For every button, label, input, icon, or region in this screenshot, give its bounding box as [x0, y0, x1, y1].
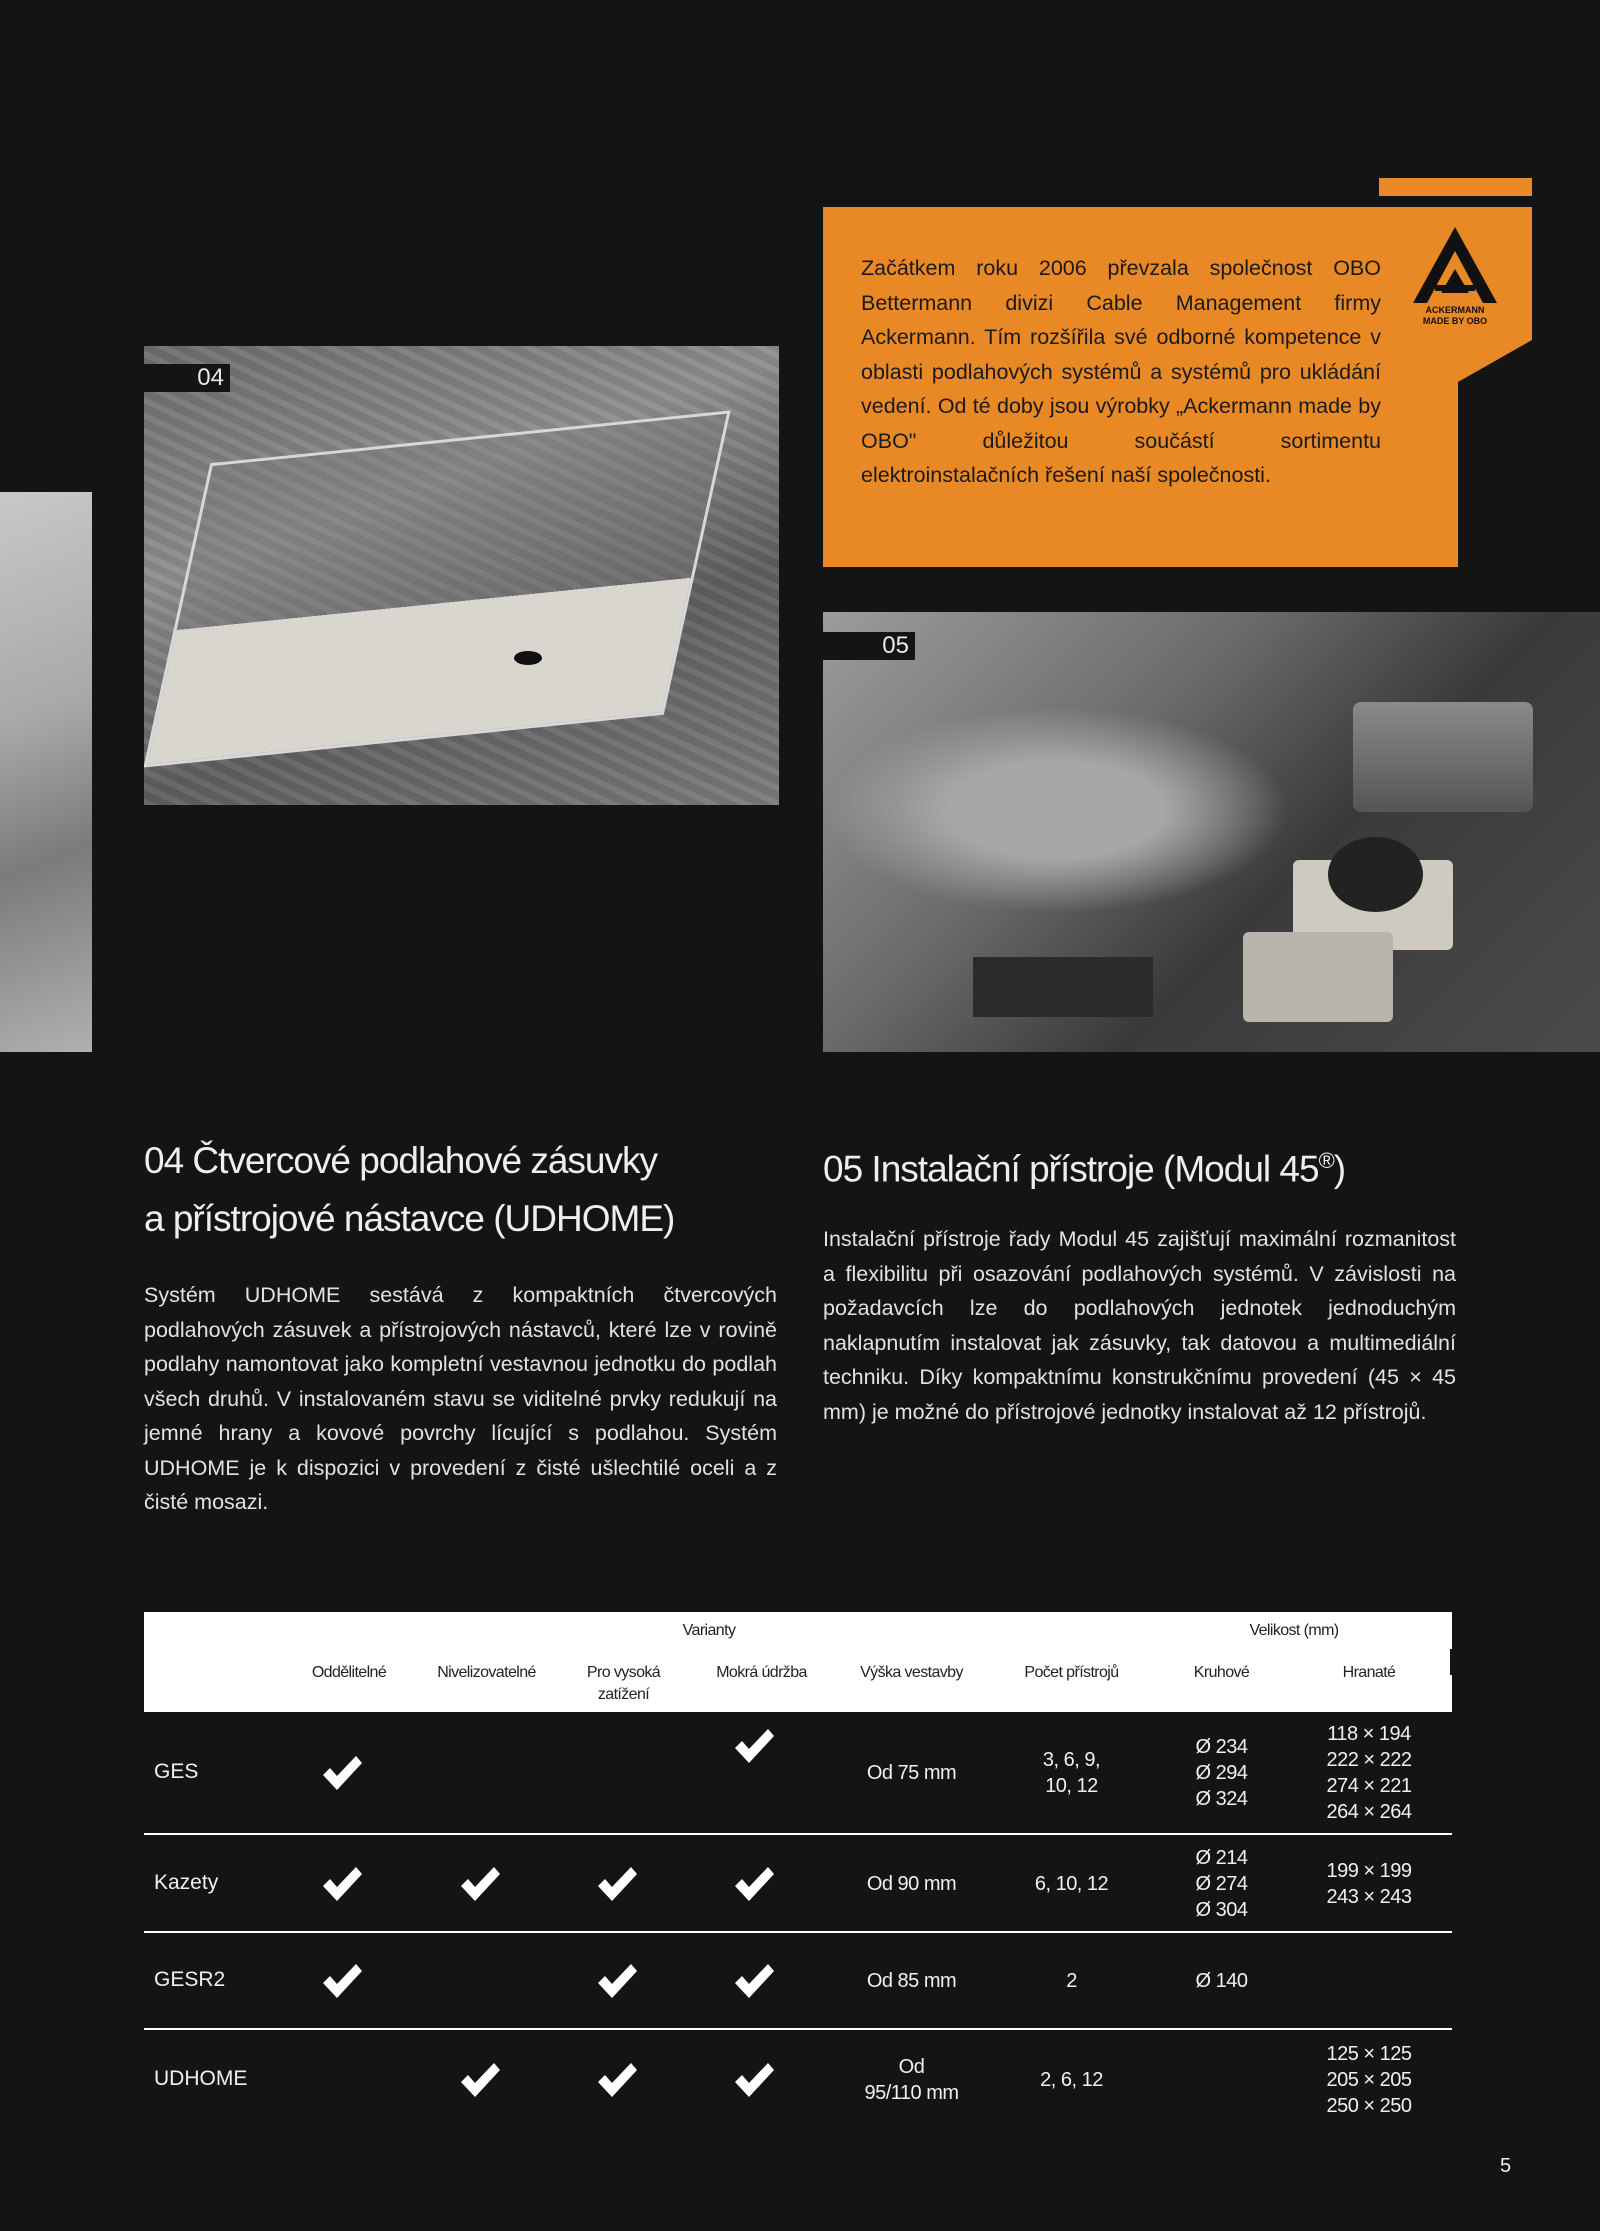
- info-box-text: Začátkem roku 2006 převzala společnost OBO Bettermann divizi Cable Management firmy Ackermann. Tím rozšířila své odborné kompetence v oblasti podlahových systémů a systémů pro ukládání vedení. Od té doby jsou výrobky „Ackermann made by OBO" důležitou součástí sortimentu elektroinstalačních řešení naší společnosti.: [861, 256, 1381, 487]
- cell-line: 250 × 250: [1326, 2095, 1412, 2117]
- cell-line: Ø 140: [1195, 1970, 1248, 1992]
- cell-line: Ø 294: [1195, 1762, 1248, 1784]
- section-04-body: Systém UDHOME sestává z kompaktních čtvercových podlahových zásuvek a přístrojových nástavců, které lze v rovině podlahy namontovat jako kompletní vestavnou jednotku do podlah všech druhů. V instalovaném stavu se viditelné prvky redukují na jemné hrany a kovové povrchy lícující s podlahou. Systém UDHOME je k dispozici v provedení z čisté ušlechtilé oceli a z čisté mosazi.: [144, 1283, 777, 1514]
- table-cell-pocet-pristroju: [994, 1968, 1149, 1994]
- floor-socket-inlay: [144, 410, 731, 767]
- header-edge-notch: [1450, 1649, 1452, 1675]
- cell-line: Od 75 mm: [866, 1762, 957, 1784]
- row-name: Kazety: [154, 1871, 219, 1894]
- col-pro-vysoka-zatizeni: [556, 1662, 691, 1706]
- cell-line: Od: [898, 2056, 925, 2078]
- photo-tag-05: 05: [823, 632, 915, 660]
- photo-left-partial: [0, 492, 92, 1052]
- cell-line: 222 × 222: [1326, 1749, 1412, 1771]
- cell-line: Ø 214: [1195, 1847, 1248, 1869]
- col-vyska-vestavby: Výška vestavby: [860, 1664, 963, 1681]
- table-cell-pocet-pristroju: [994, 1747, 1149, 1799]
- section-04-title: [144, 1132, 784, 1248]
- row-separator: [144, 1931, 1452, 1933]
- col-pocet-pristroju: Počet přístrojů: [1024, 1664, 1119, 1681]
- table-cell-hranate: [1294, 2041, 1444, 2119]
- section-05-title: [823, 1132, 1523, 1198]
- photo-tag-04: 04: [144, 364, 230, 392]
- checkmark-icon: [595, 2060, 639, 2100]
- cell-line: Ø 234: [1195, 1736, 1248, 1758]
- table-cell-vyska-vestavby: [834, 1968, 989, 1994]
- col-oddelitelne: Oddělitelné: [311, 1664, 387, 1681]
- checkmark-icon: [732, 1864, 776, 1904]
- cell-line: 95/110 mm: [864, 2082, 959, 2104]
- photo-05-installation-devices: [823, 612, 1600, 1052]
- checkmark-icon: [595, 1864, 639, 1904]
- cell-line: 10, 12: [1045, 1775, 1098, 1797]
- section-04-title-line2: a přístrojové nástavce (UDHOME): [144, 1198, 675, 1239]
- table-cell-vyska-vestavby: [834, 1871, 989, 1897]
- page-number: 5: [1500, 2155, 1512, 2177]
- cell-line: 125 × 125: [1326, 2043, 1412, 2065]
- table-cell-kruhove: [1154, 1845, 1289, 1923]
- col-kruhove: Kruhové: [1193, 1664, 1250, 1681]
- cell-line: 274 × 221: [1326, 1775, 1412, 1797]
- table-cell-pocet-pristroju: [994, 2067, 1149, 2093]
- table-cell-pocet-pristroju: [994, 1871, 1149, 1897]
- table-header: [144, 1612, 1452, 1712]
- col-pro-vysoka-line1: Pro vysoká: [586, 1664, 661, 1681]
- table-cell-hranate: [1294, 1721, 1444, 1825]
- checkmark-icon: [595, 1961, 639, 2001]
- row-separator: [144, 1833, 1452, 1835]
- box-hinge: [1353, 702, 1533, 812]
- col-nivelizovatelne: Nivelizovatelné: [437, 1664, 536, 1681]
- table-cell-vyska-vestavby: [834, 2054, 989, 2106]
- cell-line: 118 × 194: [1327, 1723, 1411, 1745]
- cell-line: Ø 324: [1195, 1788, 1248, 1810]
- group-varianty: Varianty: [682, 1622, 736, 1639]
- cell-line: 2, 6, 12: [1040, 2069, 1103, 2091]
- section-05-body: Instalační přístroje řady Modul 45 zajišťují maximální rozmanitost a flexibilitu při osazování podlahových systémů. V závislosti na požadavcích lze do podlahových jednotek jednoduchým naklapnutím instalovat jak zásuvky, tak datovou a multimediální techniku. Díky kompaktnímu konstrukčnímu provedení (45 × 45 mm) je možné do přístrojové jednotky instalovat až 12 přístrojů.: [823, 1227, 1456, 1424]
- section-05-title-text: 05 Instalační přístroje (Modul 45: [823, 1148, 1319, 1190]
- photo-04-square-floor-socket: [144, 346, 779, 805]
- row-name: GESR2: [154, 1968, 226, 1991]
- cell-line: 3, 6, 9,: [1042, 1749, 1101, 1771]
- cell-line: Od 85 mm: [866, 1970, 957, 1992]
- checkmark-icon: [320, 1864, 364, 1904]
- label-strip: [973, 957, 1153, 1017]
- cell-line: Ø 304: [1195, 1899, 1248, 1921]
- cell-line: 2: [1066, 1970, 1077, 1992]
- col-pro-vysoka-line2: zatížení: [597, 1686, 650, 1703]
- checkmark-icon: [732, 2060, 776, 2100]
- cell-line: 199 × 199: [1326, 1860, 1412, 1882]
- cell-line: Od 90 mm: [866, 1873, 957, 1895]
- row-name: UDHOME: [154, 2067, 248, 2090]
- table-cell-kruhove: [1154, 1968, 1289, 1994]
- col-hranate: Hranaté: [1342, 1664, 1396, 1681]
- checkmark-icon: [458, 1864, 502, 1904]
- checkmark-icon: [458, 2060, 502, 2100]
- table-cell-kruhove: [1154, 1734, 1289, 1812]
- cell-line: 6, 10, 12: [1034, 1873, 1109, 1895]
- cell-line: 264 × 264: [1326, 1801, 1412, 1823]
- table-cell-hranate: [1294, 1858, 1444, 1910]
- row-separator: [144, 2028, 1452, 2030]
- logo-text-line2: MADE BY OBO: [1422, 316, 1488, 326]
- cell-line: Ø 274: [1195, 1873, 1248, 1895]
- ackermann-logo-text: [1403, 305, 1507, 327]
- orange-accent-bar: [1379, 178, 1532, 196]
- logo-text-line1: ACKERMANN: [1425, 305, 1485, 315]
- section-04-title-line1: 04 Čtvercové podlahové zásuvky: [144, 1140, 657, 1181]
- checkmark-icon: [320, 1753, 364, 1793]
- col-mokra-udrzba: Mokrá údržba: [716, 1664, 807, 1681]
- registered-mark: ®: [1318, 1148, 1334, 1173]
- plug: [1328, 837, 1423, 912]
- checkmark-icon: [320, 1961, 364, 2001]
- socket-lower: [1243, 932, 1393, 1022]
- floor-socket-slot: [514, 651, 542, 665]
- row-name: GES: [154, 1760, 199, 1783]
- table-cell-vyska-vestavby: [834, 1760, 989, 1786]
- checkmark-icon: [732, 1726, 776, 1766]
- checkmark-icon: [732, 1961, 776, 2001]
- group-velikost: Velikost (mm): [1249, 1622, 1339, 1639]
- section-05-title-end: ): [1333, 1148, 1346, 1190]
- cell-line: 205 × 205: [1326, 2069, 1412, 2091]
- cell-line: 243 × 243: [1326, 1886, 1412, 1908]
